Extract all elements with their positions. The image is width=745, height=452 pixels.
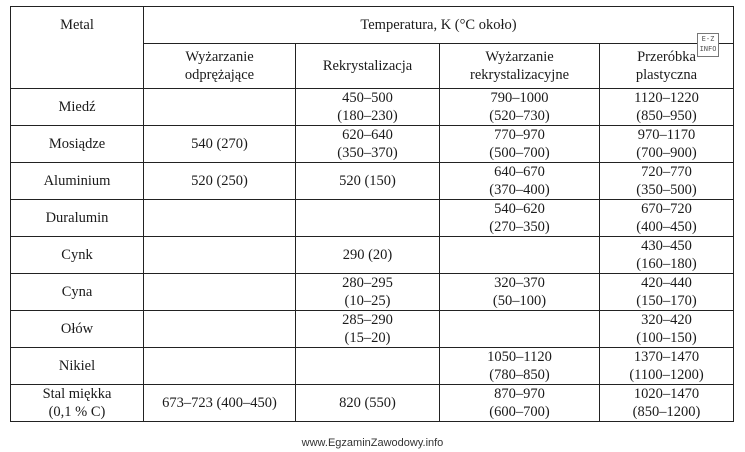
temperature-cell [600,237,734,274]
cell-line: 280–295 [342,275,393,291]
temperature-cell [144,311,296,348]
temperature-cell [440,311,600,348]
table-row [11,274,734,311]
cell-line: 1020–1470 [633,386,700,402]
cell-line: Wyżarzanie [485,49,554,65]
cell-line: 290 (20) [342,247,393,263]
cell-line: (0,1 % C) [48,404,106,420]
metal-name-cell [11,311,144,348]
cell-line: 820 (550) [339,395,396,411]
cell-line: (350–370) [337,145,398,161]
metal-name-cell [11,163,144,200]
cell-line: Przeróbka [637,49,696,65]
cell-line: Nikiel [58,358,96,374]
cell-line: (370–400) [489,182,550,198]
column-header-0 [144,44,296,89]
header-temperature-label: Temperatura, K (°C około) [360,17,517,33]
metal-name-cell [11,200,144,237]
cell-line: 1370–1470 [633,349,700,365]
temperature-cell [144,89,296,126]
temperature-cell [296,163,440,200]
cell-line: 430–450 [641,238,692,254]
annealing-temperature-table [10,6,734,422]
cell-line: (10–25) [344,293,391,309]
badge-label: E-Z INFO [699,35,717,53]
cell-line: 673–723 (400–450) [162,395,277,411]
column-header-1 [296,44,440,89]
table-body [11,89,734,422]
cell-line: 970–1170 [637,127,696,143]
cell-line: (270–350) [489,219,550,235]
cell-line: 770–970 [494,127,545,143]
cell-line: 540 (270) [191,136,248,152]
temperature-cell [440,274,600,311]
cell-line: rekrystalizacyjne [469,67,570,83]
cell-line: 1050–1120 [487,349,552,365]
temperature-cell [144,237,296,274]
temperature-cell [144,200,296,237]
cell-line: (1100–1200) [629,367,704,383]
cell-line: 320–370 [494,275,545,291]
cell-line: Duralumin [45,210,109,226]
cell-line: (350–500) [636,182,697,198]
cell-line: 520 (250) [191,173,248,189]
temperature-cell [440,89,600,126]
metal-name-cell [11,237,144,274]
temperature-cell [296,126,440,163]
cell-line: (400–450) [636,219,697,235]
column-header-2 [440,44,600,89]
cell-line: Aluminium [43,173,111,189]
table-row [11,311,734,348]
metal-name-cell [11,348,144,385]
footer-text: www.EgzaminZawodowy.info [301,437,444,449]
cell-line: 285–290 [342,312,393,328]
table-container [10,6,733,422]
cell-line: 320–420 [641,312,692,328]
cell-line: 720–770 [641,164,692,180]
table-row [11,385,734,422]
cell-line: 790–1000 [490,90,549,106]
cell-line: (850–950) [636,108,697,124]
temperature-cell [440,126,600,163]
cell-line: (15–20) [344,330,391,346]
cell-line: 620–640 [342,127,393,143]
temperature-cell [144,385,296,422]
temperature-cell [600,126,734,163]
table-row [11,348,734,385]
cell-line: Rekrystalizacja [322,58,413,74]
temperature-cell [440,163,600,200]
metal-name-cell [11,126,144,163]
temperature-cell [296,274,440,311]
temperature-cell [600,200,734,237]
metal-name-cell [11,89,144,126]
table-row [11,200,734,237]
cell-line: 870–970 [494,386,545,402]
header-metal [11,7,144,89]
temperature-cell [600,89,734,126]
table-row [11,237,734,274]
cell-line: Ołów [60,321,94,337]
temperature-cell [600,348,734,385]
temperature-cell [440,348,600,385]
temperature-cell [600,274,734,311]
cell-line: (520–730) [489,108,550,124]
cell-line: (180–230) [337,108,398,124]
table-row [11,89,734,126]
cell-line: 540–620 [494,201,545,217]
cell-line: 670–720 [641,201,692,217]
cell-line: (780–850) [489,367,550,383]
cell-line: odprężające [184,67,255,83]
cell-line: (100–150) [636,330,697,346]
cell-line: 420–440 [641,275,692,291]
cell-line: (150–170) [636,293,697,309]
table-row [11,163,734,200]
cell-line: (50–100) [492,293,547,309]
temperature-cell [600,385,734,422]
cell-line: Miedź [58,99,96,115]
cell-line: 520 (150) [339,173,396,189]
cell-line: (700–900) [636,145,697,161]
temperature-cell [600,311,734,348]
temperature-cell [296,385,440,422]
cell-line: Cyna [61,284,93,300]
temperature-cell [296,89,440,126]
cell-line: (850–1200) [632,404,701,420]
table-row [11,126,734,163]
cell-line: 450–500 [342,90,393,106]
cell-line: plastyczna [635,67,698,83]
cell-line: 640–670 [494,164,545,180]
cell-line: (160–180) [636,256,697,272]
cell-line: Stal miękka [42,386,112,402]
cell-line: (500–700) [489,145,550,161]
temperature-cell [296,237,440,274]
temperature-cell [144,163,296,200]
metal-name-cell [11,385,144,422]
cell-line: Wyżarzanie [185,49,254,65]
temperature-cell [296,311,440,348]
temperature-cell [144,274,296,311]
temperature-cell [440,200,600,237]
cell-line: Cynk [61,247,93,263]
cell-line: Mosiądze [48,136,106,152]
footer-watermark [0,437,745,449]
header-temperature [144,7,734,44]
metal-name-cell [11,274,144,311]
temperature-cell [144,126,296,163]
cell-line: 1120–1220 [634,90,699,106]
info-badge-icon [697,33,719,57]
header-metal-label: Metal [60,17,94,33]
cell-line: (600–700) [489,404,550,420]
temperature-cell [600,163,734,200]
temperature-cell [296,200,440,237]
temperature-cell [440,237,600,274]
temperature-cell [144,348,296,385]
temperature-cell [440,385,600,422]
temperature-cell [296,348,440,385]
